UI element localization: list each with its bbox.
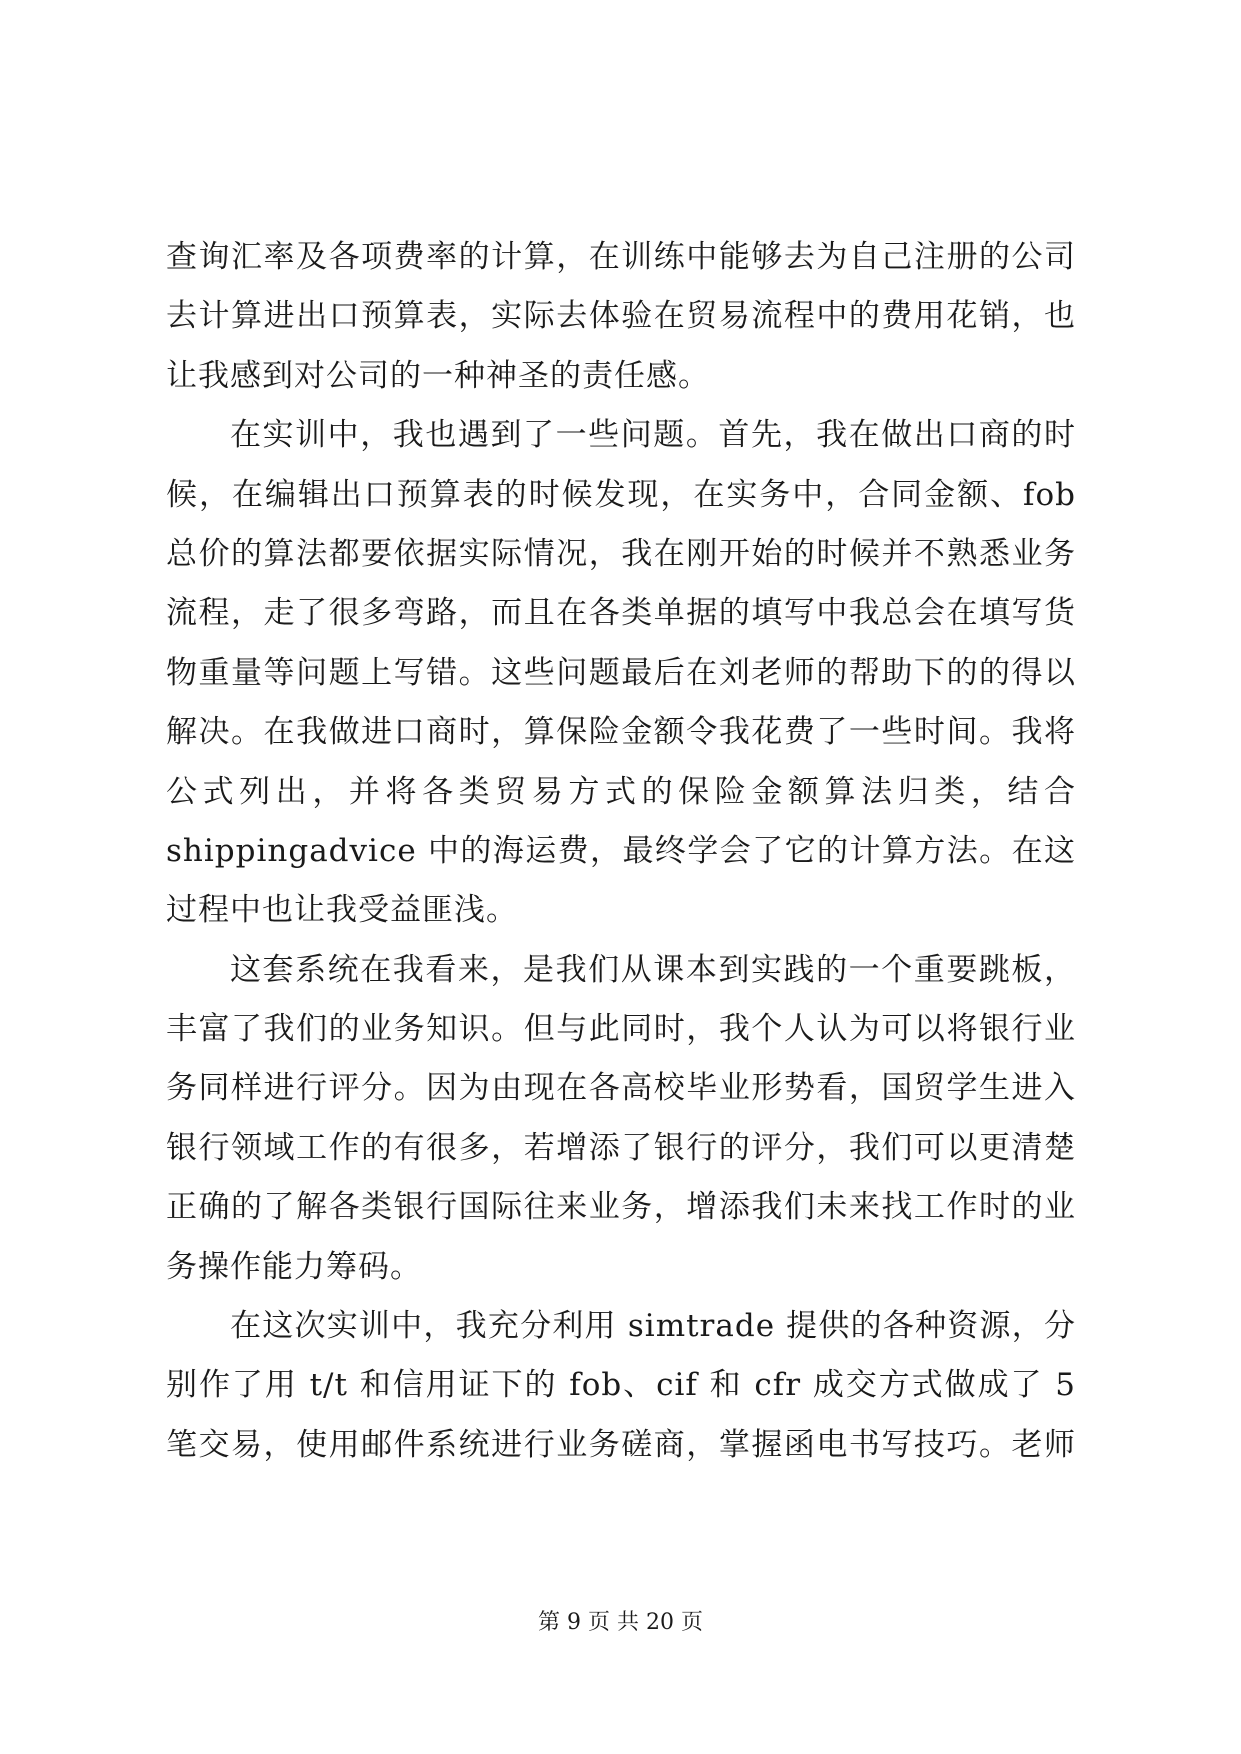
text-line: 解决。在我做进口商时，算保险金额令我花费了一些时间。我将 <box>166 714 1076 751</box>
text-line: 去计算进出口预算表，实际去体验在贸易流程中的费用花销，也 <box>166 298 1076 335</box>
paragraph-first-line: 在实训中，我也遇到了一些问题。首先，我在做出口商的时 <box>230 417 1076 454</box>
text-line: 流程，走了很多弯路，而且在各类单据的填写中我总会在填写货 <box>166 595 1076 632</box>
page-footer <box>0 1608 1241 1638</box>
text-line: 查询汇率及各项费率的计算，在训练中能够去为自己注册的公司 <box>166 239 1076 275</box>
text-line: 银行领域工作的有很多，若增添了银行的评分，我们可以更清楚 <box>166 1129 1076 1166</box>
text-line: 务操作能力筹码。 <box>166 1248 422 1285</box>
paragraph-first-line: 这套系统在我看来，是我们从课本到实践的一个重要跳板， <box>230 951 1076 988</box>
text-line: 候，在编辑出口预算表的时候发现，在实务中，合同金额、fob <box>166 476 1076 513</box>
text-line: 务同样进行评分。因为由现在各高校毕业形势看，国贸学生进入 <box>166 1070 1076 1107</box>
text-line: 丰富了我们的业务知识。但与此同时，我个人认为可以将银行业 <box>166 1011 1076 1048</box>
paragraph-first-line: 在这次实训中，我充分利用 simtrade 提供的各种资源，分 <box>230 1308 1076 1345</box>
text-line: 公式列出，并将各类贸易方式的保险金额算法归类，结合 <box>166 773 1076 810</box>
document-body <box>166 228 1076 1475</box>
text-line: shippingadvice 中的海运费，最终学会了它的计算方法。在这 <box>166 832 1076 869</box>
text-line: 正确的了解各类银行国际往来业务，增添我们未来找工作时的业 <box>166 1189 1076 1226</box>
page-number-label: 第 9 页 共 20 页 <box>538 1610 703 1635</box>
text-line: 总价的算法都要依据实际情况，我在刚开始的时候并不熟悉业务 <box>166 535 1076 572</box>
text-line: 让我感到对公司的一种神圣的责任感。 <box>166 357 710 394</box>
text-line: 过程中也让我受益匪浅。 <box>166 892 518 929</box>
text-line: 物重量等问题上写错。这些问题最后在刘老师的帮助下的的得以 <box>166 654 1076 691</box>
text-line: 笔交易，使用邮件系统进行业务磋商，掌握函电书写技巧。老师 <box>166 1426 1076 1463</box>
text-line: 别作了用 t/t 和信用证下的 fob、cif 和 cfr 成交方式做成了 5 <box>166 1367 1076 1404</box>
